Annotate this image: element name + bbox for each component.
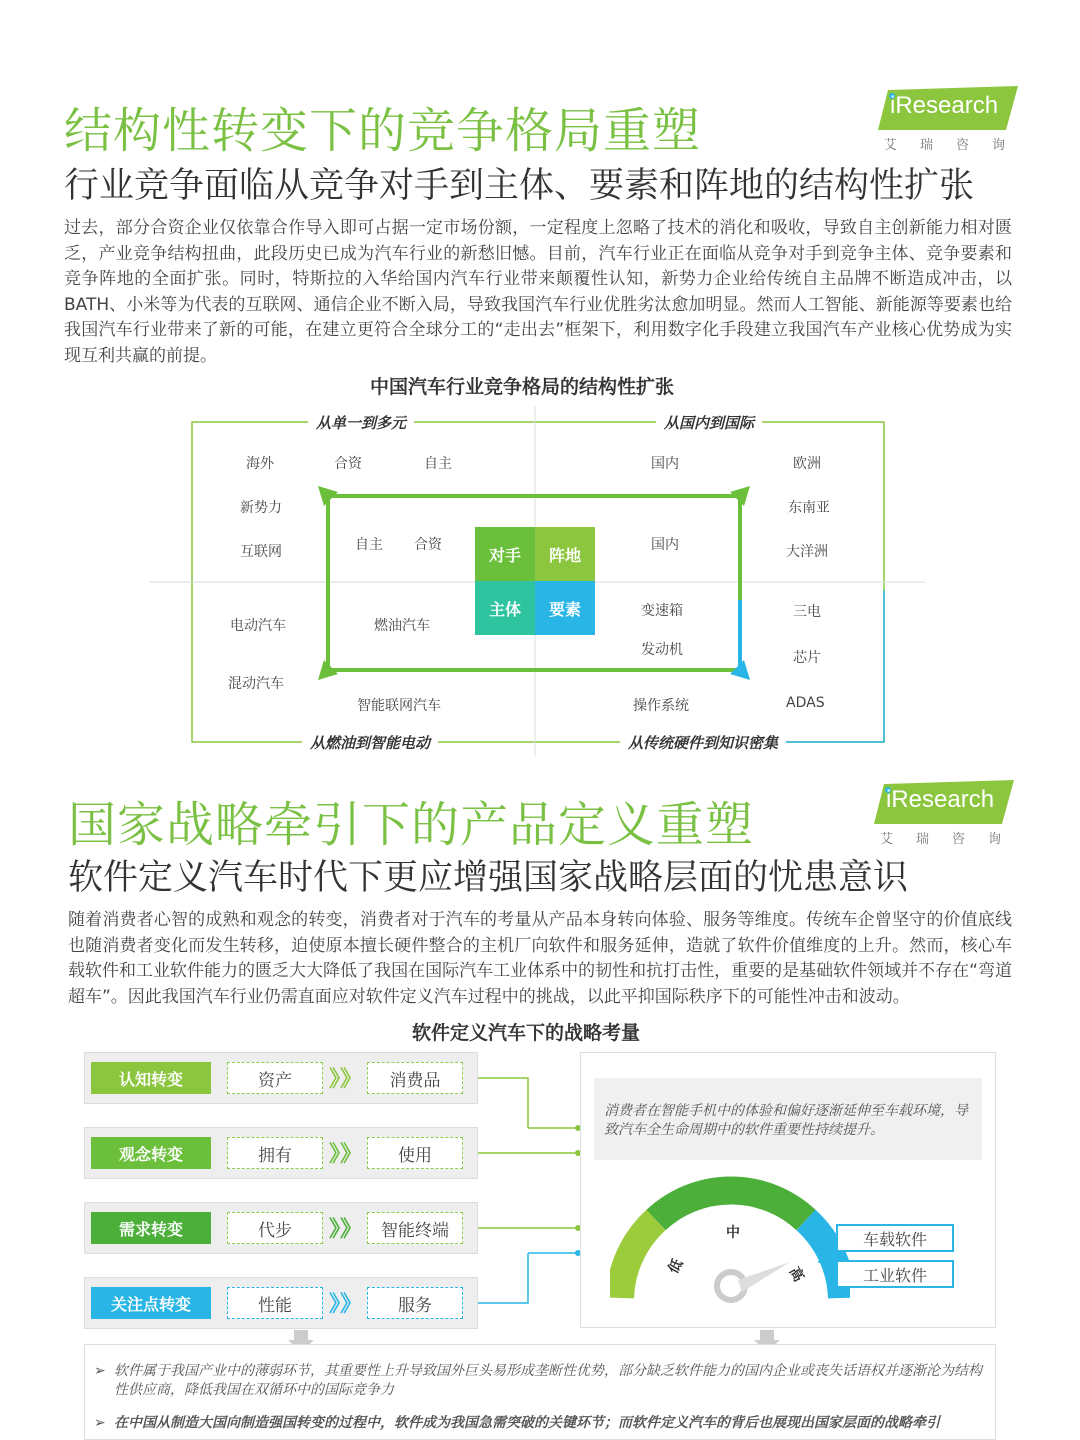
- vehicle-software-label: 车载软件: [836, 1224, 954, 1252]
- center-box-subject: 主体: [475, 581, 535, 635]
- shift-from: 性能: [227, 1287, 323, 1319]
- quadrant-label: 大洋洲: [786, 544, 828, 560]
- logo-subtext: 艾瑞咨询: [880, 832, 1025, 847]
- iresearch-logo: [874, 780, 1024, 850]
- quadrant-label: 操作系统: [633, 698, 689, 714]
- shift-tag: 观念转变: [91, 1137, 211, 1169]
- shift-row: [84, 1127, 478, 1179]
- quadrant-label: 东南亚: [788, 500, 830, 516]
- gauge-mid-label: 中: [726, 1225, 740, 1241]
- quadrant-label: 芯片: [793, 650, 821, 666]
- chevron-icon: 》》: [329, 1067, 363, 1092]
- page-title: 结构性转变下的竞争格局重塑: [64, 103, 702, 159]
- quadrant-label: 燃油汽车: [374, 618, 430, 634]
- shift-from: 拥有: [227, 1137, 323, 1169]
- chevron-icon: 》》: [329, 1142, 363, 1167]
- corner-label-top-left: 从单一到多元: [308, 412, 414, 433]
- shift-to: 消费品: [367, 1062, 463, 1094]
- shift-from: 代步: [227, 1212, 323, 1244]
- quadrant-label: 合资: [334, 456, 362, 472]
- quadrant-label: 智能联网汽车: [357, 698, 441, 714]
- shift-row: [84, 1202, 478, 1254]
- gauge-high-label: 高: [785, 1264, 807, 1285]
- chart-title: 中国汽车行业竞争格局的结构性扩张: [370, 376, 675, 398]
- industrial-software-label: 工业软件: [836, 1260, 954, 1288]
- center-box-territory: 阵地: [535, 527, 595, 581]
- quadrant-label: 海外: [246, 456, 274, 472]
- connector-lines: [478, 1060, 588, 1320]
- chevron-icon: 》》: [329, 1217, 363, 1242]
- center-box-factor: 要素: [535, 581, 595, 635]
- chevron-icon: 》》: [329, 1292, 363, 1317]
- logo-brand: iResearch: [890, 92, 999, 119]
- quadrant-label: 自主: [355, 537, 383, 553]
- bullet-mark: ➢: [94, 1415, 106, 1431]
- shift-row: [84, 1277, 478, 1329]
- conclusion-bullet: 在中国从制造大国向制造强国转变的过程中，软件成为我国急需突破的关键环节；而软件定义汽车的背后也展现出国家层面的战略牵引: [114, 1415, 940, 1431]
- center-box-opponent: 对手: [475, 527, 535, 581]
- shift-from: 资产: [227, 1062, 323, 1094]
- consumer-note: 消费者在智能手机中的体验和偏好逐渐延伸至车载环境，导致汽车全生命周期中的软件重要性持续提升。: [594, 1078, 982, 1160]
- quadrant-label: 三电: [793, 604, 821, 620]
- corner-label-top-right: 从国内到国际: [656, 412, 762, 433]
- quadrant-label: 自主: [424, 456, 452, 472]
- shift-tag: 需求转变: [91, 1212, 211, 1244]
- logo-subtext: 艾瑞咨询: [884, 138, 1029, 153]
- shift-to: 服务: [367, 1287, 463, 1319]
- shift-to: 智能终端: [367, 1212, 463, 1244]
- page-subtitle: 软件定义汽车时代下更应增强国家战略层面的忧患意识: [68, 858, 909, 898]
- quadrant-label: ADAS: [786, 695, 825, 711]
- shift-tag: 关注点转变: [91, 1287, 211, 1319]
- quadrant-label: 新势力: [240, 500, 282, 516]
- iresearch-logo: [878, 86, 1028, 156]
- conclusion-bullet: 软件属于我国产业中的薄弱环节，其重要性上升导致国外巨头易形成垄断性优势，部分缺乏软件能力的国内企业或丧失话语权并逐渐沦为结构性供应商，降低我国在双循环中的国际竞争力: [114, 1363, 982, 1398]
- page-title: 国家战略牵引下的产品定义重塑: [68, 797, 755, 853]
- quadrant-label: 发动机: [641, 642, 683, 658]
- logo-brand: iResearch: [886, 786, 995, 813]
- body-paragraph: 过去，部分合资企业仅依靠合作导入即可占据一定市场份额，一定程度上忽略了技术的消化和吸收，导致自主创新能力相对匮乏，产业竞争结构扭曲，此段历史已成为汽车行业的新愁旧憾。目前，汽车行业正在面临从竞争对手到竞争主体、竞争要素和竞争阵地的全面扩张。同时，特斯拉的入华给国内汽车行业带来颠覆性认知，新势力企业给传统自主品牌不断造成冲击，以BATH、小米等为代表的互联网、通信企业不断入局，导致我国汽车行业优胜劣汰愈加明显。然而人工智能、新能源等要素也给我国汽车行业带来了新的可能，在建立更符合全球分工的“走出去”框架下，利用数字化手段建立我国汽车产业核心优势成为实现互利共赢的前提。: [64, 218, 1012, 366]
- gauge-low-label: 低: [665, 1256, 687, 1277]
- quadrant-label: 变速箱: [641, 603, 683, 619]
- corner-label-bottom-right: 从传统硬件到知识密集: [620, 732, 786, 753]
- shift-to: 使用: [367, 1137, 463, 1169]
- quadrant-label: 互联网: [240, 544, 282, 560]
- quadrant-label: 国内: [651, 456, 679, 472]
- quadrant-label: 欧洲: [793, 456, 821, 472]
- quadrant-label: 电动汽车: [230, 618, 286, 634]
- page-subtitle: 行业竞争面临从竞争对手到主体、要素和阵地的结构性扩张: [64, 166, 975, 206]
- quadrant-label: 国内: [651, 537, 679, 553]
- bullet-mark: ➢: [94, 1363, 106, 1379]
- corner-label-bottom-left: 从燃油到智能电动: [302, 732, 438, 753]
- body-paragraph: 随着消费者心智的成熟和观念的转变，消费者对于汽车的考量从产品本身转向体验、服务等维度。传统车企曾坚守的价值底线也随消费者变化而发生转移，迫使原本擅长硬件整合的主机厂向软件和服务延伸，造就了软件价值维度的上升。然而，核心车载软件和工业软件能力的匮乏大大降低了我国在国际汽车工业体系中的韧性和抗打击性，重要的是基础软件领域并不存在“弯道超车”。因此我国汽车行业仍需直面应对软件定义汽车过程中的挑战，以此平抑国际秩序下的可能性冲击和波动。: [68, 910, 1012, 1007]
- shift-row: [84, 1052, 478, 1104]
- shift-tag: 认知转变: [91, 1062, 211, 1094]
- gauge-icon: [610, 1168, 850, 1318]
- chart-title: 软件定义汽车下的战略考量: [412, 1022, 641, 1044]
- quadrant-label: 合资: [414, 537, 442, 553]
- quadrant-label: 混动汽车: [228, 676, 284, 692]
